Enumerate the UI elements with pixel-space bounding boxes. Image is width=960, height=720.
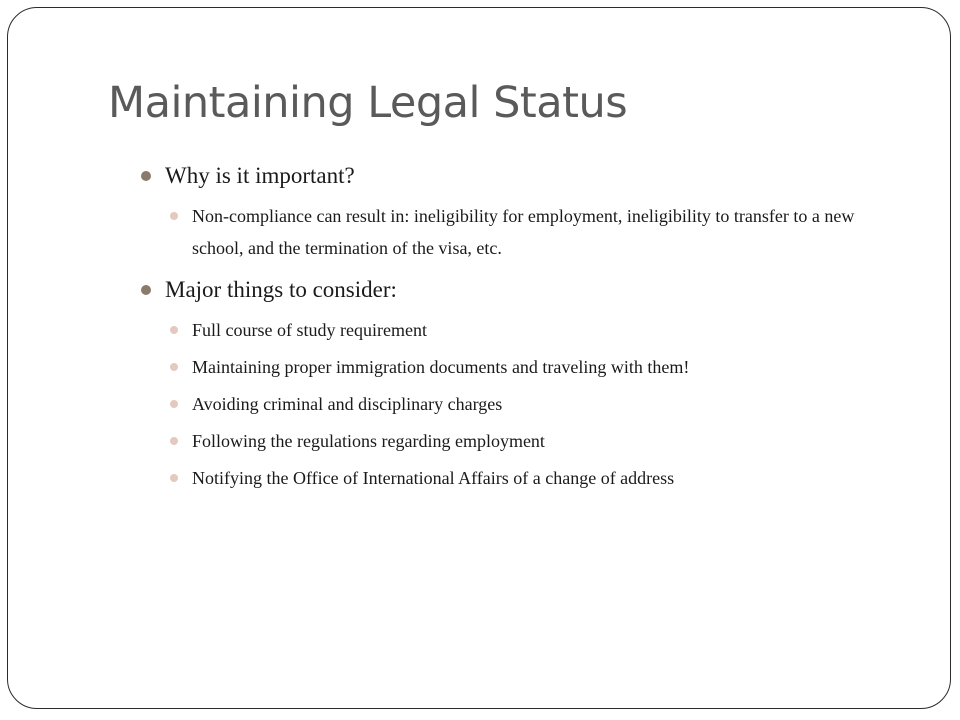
bullet-icon [141,285,151,295]
subbullet-text: Notifying the Office of International Affairs of a change of address [192,468,675,488]
subbullet-employment-regulations [192,425,892,457]
bullet-text: Why is it important? [165,163,355,188]
subbullet-text: Following the regulations regarding employment [192,431,545,451]
bullet-why-important [165,162,355,190]
subbullet-icon [170,212,178,220]
slide-title: Maintaining Legal Status [108,78,628,128]
subbullet-immigration-documents [192,351,892,383]
subbullet-text: Maintaining proper immigration documents and traveling with them! [192,357,690,377]
subbullet-non-compliance [192,200,892,264]
subbullet-text: Full course of study requirement [192,320,427,340]
bullet-icon [141,171,151,181]
subbullet-icon [170,400,178,408]
subbullet-icon [170,437,178,445]
subbullet-full-course [192,314,892,346]
subbullet-change-of-address [192,462,892,494]
bullet-text: Major things to consider: [165,277,397,302]
subbullet-text: Non-compliance can result in: ineligibility for employment, ineligibility to transfer to a new school, and the termination of the visa, etc. [192,206,855,258]
subbullet-criminal-charges [192,388,892,420]
subbullet-icon [170,474,178,482]
subbullet-text: Avoiding criminal and disciplinary charges [192,394,503,414]
bullet-major-things [165,276,397,304]
subbullet-icon [170,363,178,371]
subbullet-icon [170,326,178,334]
